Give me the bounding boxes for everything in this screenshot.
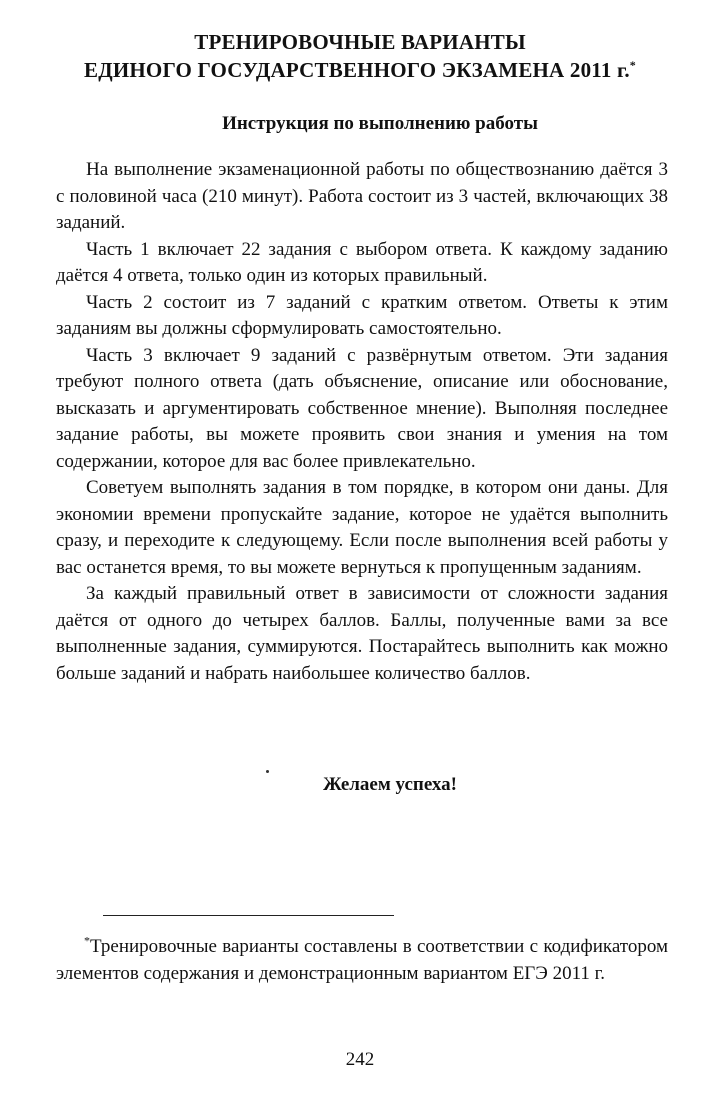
instruction-paragraph: Советуем выполнять задания в том порядке, в котором они даны. Для экономии времени пропускайте задание, которое не удаётся выполнить сразу, и переходите к следующему. Если после выполнения всей работы у вас останется время, то вы можете вернуться к пропущенным заданиям. <box>56 477 668 578</box>
title-line-2-text: ЕДИНОГО ГОСУДАРСТВЕННОГО ЭКЗАМЕНА 2011 г. <box>83 58 630 82</box>
footnote <box>56 934 668 987</box>
instruction-paragraph: Часть 1 включает 22 задания с выбором ответа. К каждому заданию даётся 4 ответа, только один из которых правильный. <box>56 238 668 286</box>
instructions-body <box>56 157 668 687</box>
instruction-paragraph: За каждый правильный ответ в зависимости от сложности задания даётся от одного до четырех баллов. Баллы, полученные вами за все выполненные задания, суммируются. Постарайтесь выполнить как можно больше заданий и набрать наибольшее количество баллов. <box>56 583 668 684</box>
instructions-heading: Инструкция по выполнению работы <box>222 113 538 134</box>
footnote-marker: * <box>84 933 90 948</box>
instruction-paragraph: Часть 2 состоит из 7 заданий с кратким ответом. Ответы к этим заданиям вы должны сформулировать самостоятельно. <box>56 291 668 339</box>
document-title-line-1 <box>40 27 680 57</box>
title-footnote-marker: * <box>629 58 636 72</box>
title-line-1-text: ТРЕНИРОВОЧНЫЕ ВАРИАНТЫ <box>194 30 526 54</box>
footnote-text: Тренировочные варианты составлены в соответствии с кодификатором элементов содержания и демонстрационным вариантом ЕГЭ 2011 г. <box>56 936 668 984</box>
page-number: 242 <box>345 1049 375 1070</box>
instruction-paragraph: Часть 3 включает 9 заданий с развёрнутым ответом. Эти задания требуют полного ответа (дать объяснение, описание или обоснование, высказать и аргументировать собственное мнение). Выполняя последнее задание работы, вы можете проявить свои знания и умения на том содержании, которое для вас более привлекательно. <box>56 344 668 472</box>
document-title-line-2 <box>40 55 680 85</box>
closing-wish: Желаем успеха! <box>323 774 457 795</box>
footnote-divider <box>103 915 394 916</box>
instruction-paragraph: На выполнение экзаменационной работы по обществознанию даётся 3 с половиной часа (210 минут). Работа состоит из 3 частей, включающих 38 заданий. <box>56 159 668 233</box>
